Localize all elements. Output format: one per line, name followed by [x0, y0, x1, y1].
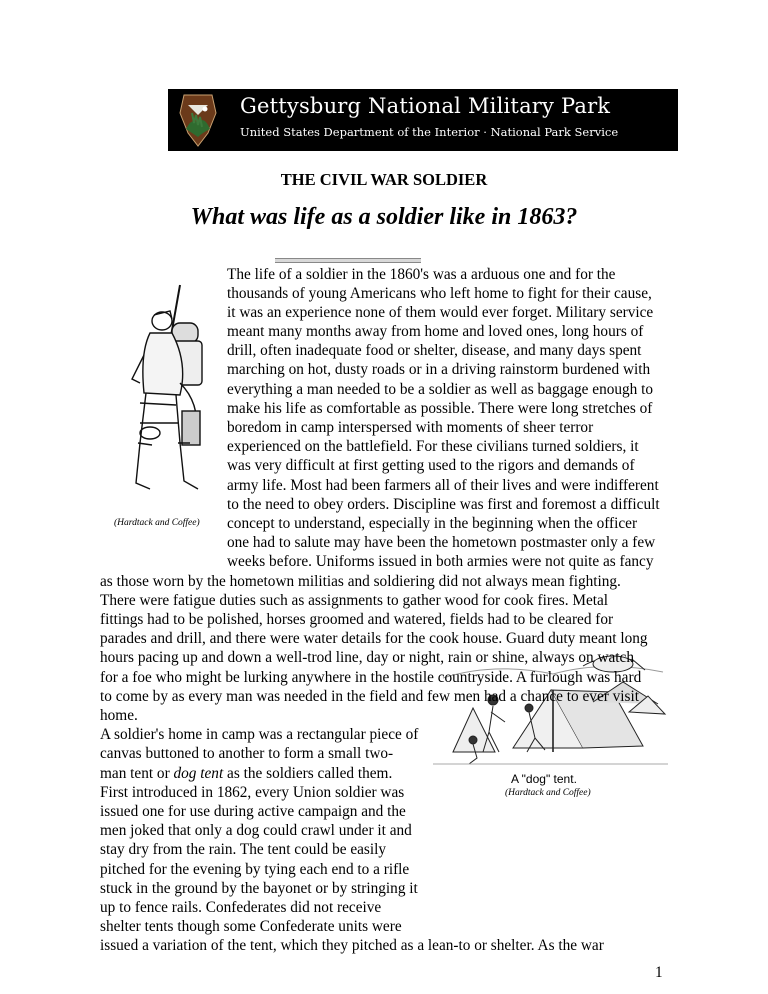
tent-credit: (Hardtack and Coffee)	[505, 788, 591, 798]
soldier-illustration	[110, 283, 220, 523]
text-line: thousands of young Americans who left home to fight for their cause,	[227, 285, 652, 302]
text-line: up to fence rails. Confederates did not receive	[100, 899, 382, 916]
banner-title: Gettysburg National Military Park	[240, 94, 611, 118]
text-line: canvas buttoned to another to form a small two-	[100, 745, 394, 762]
text-line: boredom in camp interspersed with moments of sheer terror	[227, 419, 594, 436]
page-subtitle: What was life as a soldier like in 1863?	[190, 204, 578, 230]
text-line: experienced on the battlefield. For these civilians turned soldiers, it	[227, 438, 639, 455]
text-line: A soldier's home in camp was a rectangular piece of	[100, 726, 419, 743]
page-number: 1	[655, 964, 663, 981]
text-line	[100, 764, 392, 783]
text-span: man tent or	[100, 765, 174, 782]
nps-arrowhead-icon	[178, 93, 218, 147]
text-line: make his life as comfortable as possible. There were long stretches of	[227, 400, 653, 417]
text-line: shelter tents though some Confederate units were	[100, 918, 402, 935]
text-line: home.	[100, 707, 138, 724]
text-line: marching on hot, dusty roads or in a driving rainstorm burdened with	[227, 361, 651, 378]
text-line: There were fatigue duties such as assignments to gather wood for cook fires. Metal	[100, 592, 609, 609]
text-line: The life of a soldier in the 1860's was a arduous one and for the	[227, 266, 616, 283]
text-line: was very difficult at first getting used to the rigors and demands of	[227, 457, 635, 474]
text-line: stuck in the ground by the bayonet or by stringing it	[100, 880, 418, 897]
text-line: army life. Most had been farmers all of their lives and were indifferent	[227, 477, 659, 494]
text-line: issued a variation of the tent, which they pitched as a lean-to or shelter. As the war	[100, 937, 604, 954]
text-line: parades and drill, and there were water details for the cook house. Guard duty meant long	[100, 630, 648, 647]
text-line: issued one for use during active campaign and the	[100, 803, 406, 820]
banner-subtitle: United States Department of the Interior · National Park Service	[240, 125, 619, 139]
park-banner	[168, 89, 678, 151]
text-line: to the need to obey orders. Discipline was first and foremost a difficult	[227, 496, 660, 513]
text-line: meant many months away from home and loved ones, long hours of	[227, 323, 644, 340]
text-line: fittings had to be polished, horses groomed and watered, fields had to be cleared for	[100, 611, 614, 628]
text-line: one had to salute may have been the hometown postmaster only a few	[227, 534, 656, 551]
tent-caption: A "dog" tent.	[511, 772, 577, 786]
text-line: First introduced in 1862, every Union soldier was	[100, 784, 405, 801]
text-line: stay dry from the rain. The tent could be easily	[100, 841, 387, 858]
page-title: THE CIVIL WAR SOLDIER	[280, 170, 488, 189]
text-line: concept to understand, especially in the beginning when the officer	[227, 515, 638, 532]
text-line: for a foe who might be lurking anywhere in the hostile countryside. A furlough was hard	[100, 669, 642, 686]
figure-caption: (Hardtack and Coffee)	[114, 518, 200, 528]
text-line: weeks before. Uniforms issued in both armies were not quite as fancy	[227, 553, 654, 570]
text-line: drill, often inadequate food or shelter, disease, and many days spent	[227, 342, 642, 359]
text-line: everything a man needed to be a soldier as well as baggage enough to	[227, 381, 654, 398]
text-line: as those worn by the hometown militias and soldiering did not always mean fighting.	[100, 573, 621, 590]
text-line: to come by as every man was needed in the field and few men had a chance to ever visit	[100, 688, 640, 705]
text-line: men joked that only a dog could crawl under it and	[100, 822, 412, 839]
text-line: pitched for the evening by tying each end to a rifle	[100, 861, 410, 878]
text-line: hours pacing up and down a well-trod line, day or night, rain or shine, always on watch	[100, 649, 634, 666]
divider	[275, 258, 421, 263]
text-span: as the soldiers called them.	[223, 765, 393, 782]
emphasis-dog-tent: dog tent	[173, 765, 224, 782]
text-line: it was an experience none of them would ever forget. Military service	[227, 304, 654, 321]
